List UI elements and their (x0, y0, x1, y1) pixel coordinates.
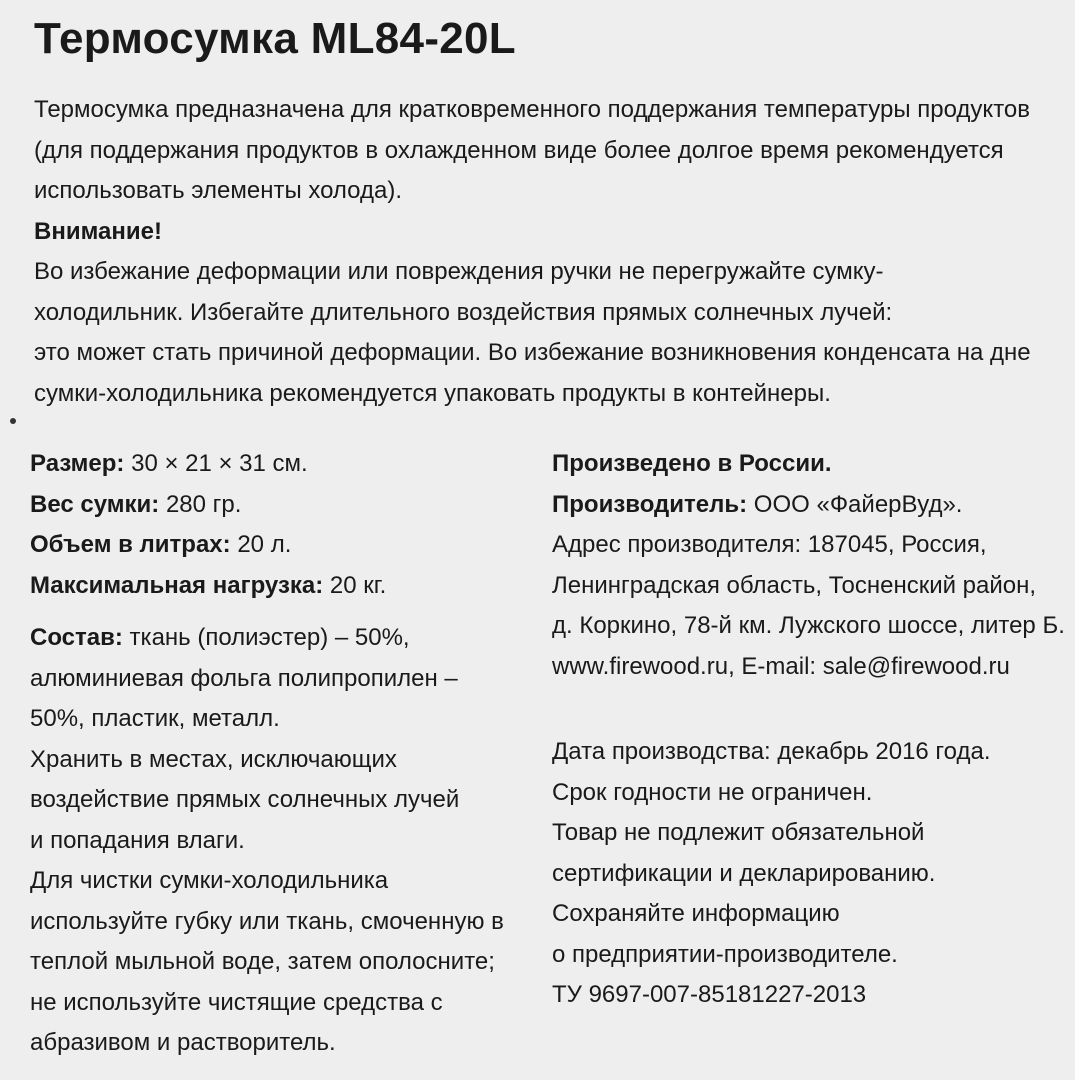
print-speck (10, 418, 16, 424)
warning-line: холодильник. Избегайте длительного воздействия прямых солнечных лучей: (34, 298, 893, 326)
spec-weight (30, 485, 530, 526)
spec-value: 30 × 21 × 31 см. (124, 450, 308, 477)
cleaning-line: используйте губку или ткань, смоченную в (30, 907, 504, 935)
info-line: Дата производства: декабрь 2016 года. (552, 738, 991, 765)
info-line: Товар не подлежит обязательной (552, 819, 925, 846)
composition-line: алюминиевая фольга полипропилен – (30, 664, 458, 692)
spec-label: Вес сумки: (30, 490, 160, 518)
cleaning-line: абразивом и растворитель. (30, 1029, 336, 1056)
spec-label: Объем в литрах: (30, 531, 231, 558)
intro-line: (для поддержания продуктов в охлажденном виде более долгое время рекомендуется (34, 136, 1004, 164)
spec-volume (30, 525, 530, 566)
address-line: Адрес производителя: 187045, Россия, (552, 531, 987, 558)
spec-value: ткань (полиэстер) – 50%, (122, 624, 410, 651)
spec-label: Максимальная нагрузка: (30, 571, 324, 599)
address-line: д. Коркино, 78-й км. Лужского шоссе, литер Б. (552, 612, 1065, 639)
warning-line: это может стать причиной деформации. Во избежание возникновения конденсата на дне (34, 339, 1031, 366)
spec-label: Состав: (30, 624, 123, 651)
info-line: Срок годности не ограничен. (552, 778, 873, 806)
info-line: о предприятии-производителе. (552, 940, 898, 968)
intro-section (34, 90, 1064, 414)
producer (552, 485, 1067, 526)
storage-line: и попадания влаги. (30, 826, 245, 854)
spec-label: Размер: (30, 450, 125, 477)
spec-composition (30, 618, 530, 659)
spec-value: 20 л. (230, 531, 292, 558)
storage-line: Хранить в местах, исключающих (30, 745, 397, 773)
info-line: Сохраняйте информацию (552, 900, 840, 927)
spec-load (30, 566, 530, 607)
manufacturer-column (552, 444, 1067, 1016)
info-line: сертификации и декларированию. (552, 859, 936, 887)
spec-value: 280 гр. (159, 490, 242, 518)
intro-line: Термосумка предназначена для кратковременного поддержания температуры продуктов (34, 96, 1031, 123)
tu-code: ТУ 9697-007-85181227-2013 (552, 981, 867, 1008)
warning-heading: Внимание! (34, 217, 162, 245)
spec-value: 20 кг. (323, 571, 387, 599)
producer-label: Производитель: (552, 490, 748, 518)
warning-line: сумки-холодильника рекомендуется упаковать продукты в контейнеры. (34, 379, 831, 407)
producer-value: ООО «ФайерВуд». (747, 490, 963, 518)
spec-size (30, 444, 530, 485)
made-in: Произведено в России. (552, 450, 832, 477)
cleaning-line: теплой мыльной воде, затем ополосните; (30, 948, 495, 975)
composition-line: 50%, пластик, металл. (30, 705, 280, 732)
product-title: Термосумка ML84-20L (34, 14, 516, 63)
contact-line: www.firewood.ru, E-mail: sale@firewood.ru (552, 652, 1010, 680)
intro-line: использовать элементы холода). (34, 177, 403, 204)
address-line: Ленинградская область, Тосненский район, (552, 571, 1037, 599)
storage-line: воздействие прямых солнечных лучей (30, 786, 460, 813)
cleaning-line: не используйте чистящие средства с (30, 988, 443, 1016)
warning-line: Во избежание деформации или повреждения ручки не перегружайте сумку- (34, 258, 884, 285)
specs-column (30, 444, 530, 1064)
cleaning-line: Для чистки сумки-холодильника (30, 867, 389, 894)
